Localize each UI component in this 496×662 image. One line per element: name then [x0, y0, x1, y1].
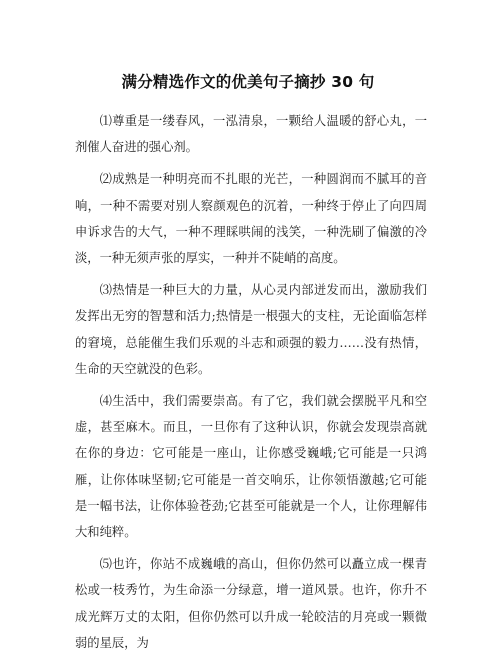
document-body	[75, 108, 427, 662]
paragraph-4: ⑷生活中，我们需要崇高。有了它，我们就会摆脱平凡和空虚，甚至麻木。而且，一旦你有了这种认识，你就会发现崇高就在你的身边：它可能是一座山，让你感受巍峨;它可能是一只鸿雁，让你体味坚韧;它可能是一首交响乐，让你领悟激越;它可能是一幅书法，让你体验苍劲;它甚至可能就是一个人，让你理解伟大和纯粹。	[75, 394, 427, 540]
paragraph-1: ⑴尊重是一缕春风，一泓清泉，一颗给人温暖的舒心丸，一剂催人奋进的强心剂。	[75, 114, 427, 155]
paragraph-2: ⑵成熟是一种明亮而不扎眼的光芒，一种圆润而不腻耳的音响，一种不需要对别人察颜观色的沉着，一种终于停止了向四周申诉求告的大气，一种不理睬哄闹的浅笑，一种洗刷了偏激的冷淡，一种无须声张的厚实，一种并不陡峭的高度。	[75, 172, 427, 266]
paragraph-5: ⑸也许，你站不成巍峨的高山，但你仍然可以矗立成一棵青松或一枝秀竹，为生命添一分绿意，增一道风景。也许，你升不成光辉万丈的太阳，但你仍然可以升成一轮皎洁的月亮或一颗微弱的星辰，为	[75, 557, 427, 650]
paragraph-3: ⑶热情是一种巨大的力量，从心灵内部迸发而出，激励我们发挥出无穷的智慧和活力;热情是一根强大的支柱，无论面临怎样的窘境，总能催生我们乐观的斗志和顽强的毅力……没有热情，生命的天空就没的色彩。	[75, 283, 427, 376]
document-title: 满分精选作文的优美句子摘抄 30 句	[121, 73, 375, 91]
